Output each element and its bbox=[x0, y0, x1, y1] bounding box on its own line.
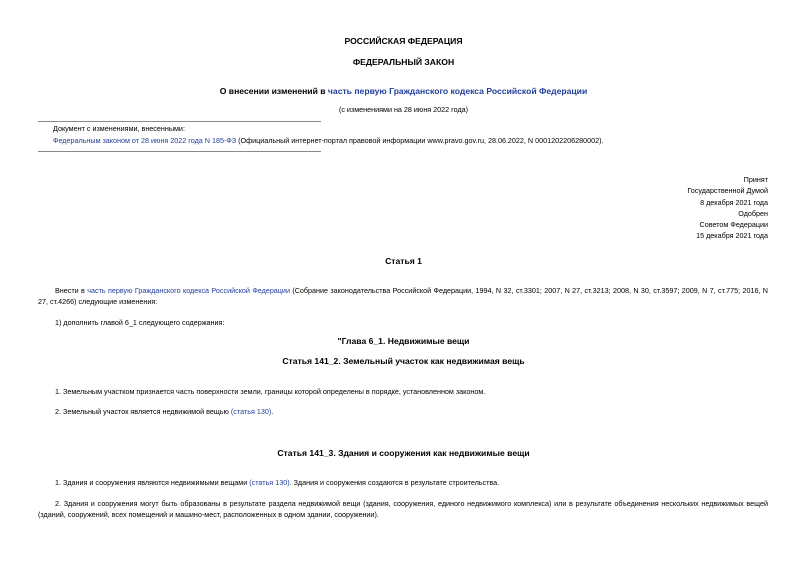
adoption-line: 8 декабря 2021 года bbox=[700, 197, 768, 207]
adoption-line: Государственной Думой bbox=[687, 186, 768, 196]
law-type-heading: ФЕДЕРАЛЬНЫЙ ЗАКОН bbox=[352, 57, 455, 67]
law-title bbox=[0, 86, 807, 96]
article-141-3-p1 bbox=[55, 478, 499, 487]
adoption-line: Одобрен bbox=[738, 208, 768, 218]
article-1-intro bbox=[38, 285, 768, 308]
p2-suffix: . bbox=[271, 407, 274, 416]
article-141-3-heading: Статья 141_3. Здания и сооружения как недвижимые вещи bbox=[277, 448, 530, 458]
country-heading: РОССИЙСКАЯ ФЕДЕРАЦИЯ bbox=[344, 36, 463, 46]
item-1: 1) дополнить главой 6_1 следующего содержания: bbox=[55, 318, 225, 327]
adoption-line: Принят bbox=[743, 175, 768, 184]
article-141-2-p2 bbox=[55, 407, 273, 416]
p1-suffix: . Здания и сооружения создаются в результате строительства. bbox=[289, 478, 500, 487]
adoption-line: Советом Федерации bbox=[699, 220, 768, 230]
changes-doc-link[interactable]: Федеральным законом от 28 июня 2022 года N 185-ФЗ bbox=[53, 136, 237, 145]
adoption-block bbox=[687, 174, 768, 242]
divider-bottom bbox=[38, 151, 321, 152]
article-130-link[interactable]: (статья 130) bbox=[249, 478, 290, 487]
article-1-heading: Статья 1 bbox=[385, 256, 422, 266]
intro-rest: (Собрание законодательства Российской Федерации, 1994, N 32, ст.3301; 2007, N 27, ст.3213; 2008, N 30, ст.3597; 2009, N 7, ст.775; 2016, N 27, ст.4266) следующие изменения: bbox=[38, 286, 768, 307]
amendments-note: (с изменениями на 28 июня 2022 года) bbox=[338, 105, 469, 114]
intro-link[interactable]: часть первую Гражданского кодекса Российской Федерации bbox=[87, 286, 290, 295]
p1-text: 1. Здания и сооружения являются недвижимыми вещами bbox=[55, 478, 250, 487]
adoption-line: 15 декабря 2021 года bbox=[696, 231, 768, 241]
p2-text: 2. Земельный участок является недвижимой вещью bbox=[55, 407, 231, 416]
article-141-3-p2: 2. Здания и сооружения могут быть образованы в результате раздела недвижимой вещи (здания, сооружения, единого недвижимого комплекса) или в результате объединения нескольких недвижимых вещей (зданий, сооружений, всех помещений и машино-мест, расположенных в одном здании, сооружении). bbox=[38, 499, 768, 520]
law-title-link[interactable]: часть первую Гражданского кодекса Российской Федерации bbox=[327, 86, 588, 96]
changes-doc-source: (Официальный интернет-портал правовой информации www.pravo.gov.ru, 28.06.2022, N 0001202206280002). bbox=[236, 136, 604, 145]
chapter-heading: "Глава 6_1. Недвижимые вещи bbox=[337, 336, 470, 346]
article-141-2-heading: Статья 141_2. Земельный участок как недвижимая вещь bbox=[282, 356, 525, 366]
article-141-2-p1: 1. Земельным участком признается часть поверхности земли, границы которой определены в порядке, установленном законом. bbox=[55, 387, 486, 396]
changes-doc-label: Документ с изменениями, внесенными: bbox=[53, 124, 185, 133]
changes-doc-line bbox=[53, 136, 603, 145]
law-title-prefix: О внесении изменений в bbox=[219, 86, 328, 96]
divider-top bbox=[38, 121, 321, 122]
intro-prefix: Внести в bbox=[55, 286, 88, 295]
article-130-link[interactable]: (статья 130) bbox=[230, 407, 272, 416]
